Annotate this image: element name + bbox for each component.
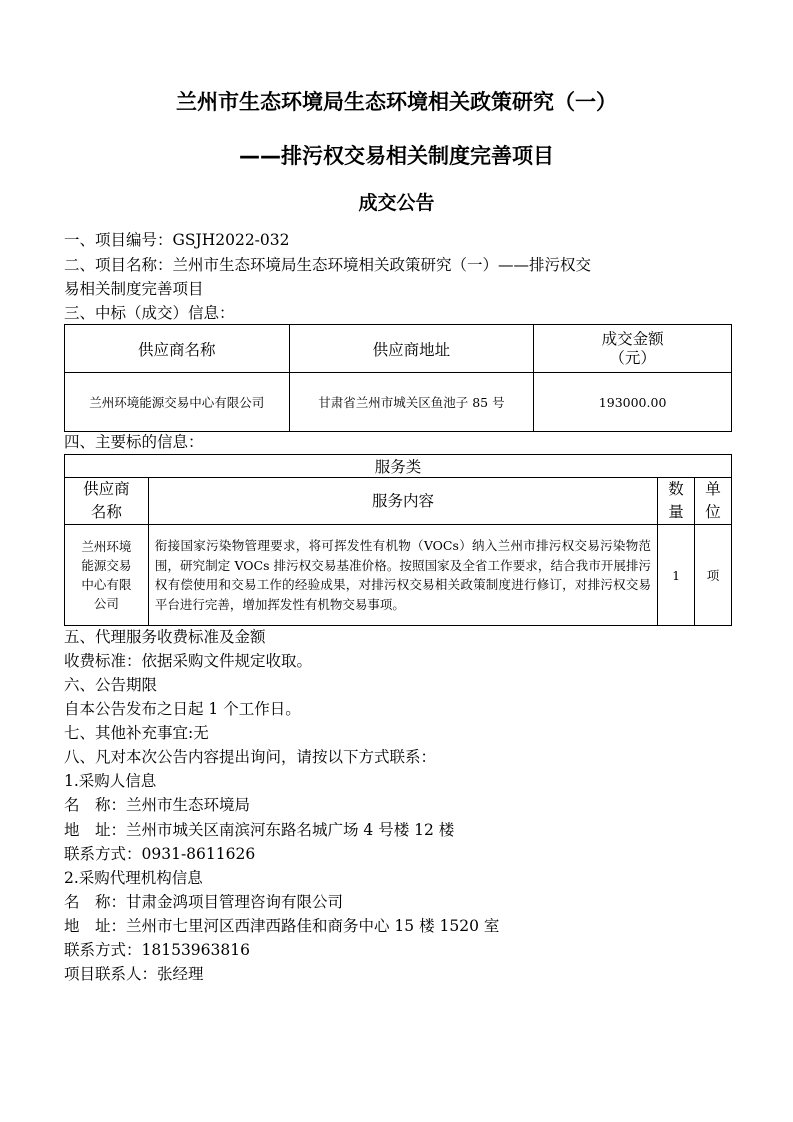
header-supplier-line2: 名称 (90, 503, 122, 521)
page-subtitle: 成交公告 (358, 192, 435, 214)
cell-unit: 项 (695, 525, 732, 626)
supplementary-matters: 七、其他补充事宜:无 (64, 724, 209, 742)
page-title-line2: ——排污权交易相关制度完善项目 (239, 144, 554, 168)
buyer-contact: 联系方式：0931-8611626 (64, 845, 256, 863)
header-amount-label: 成交金额 (601, 329, 664, 348)
agency-contact: 联系方式：18153963816 (64, 941, 250, 959)
cell-supplier-address: 甘肃省兰州市城关区鱼池子 85 号 (289, 373, 534, 432)
cell-supplier-line: 能源交易 (81, 558, 132, 573)
header-quantity-line1: 数 (668, 480, 684, 498)
header-quantity-line2: 量 (668, 503, 684, 521)
award-table (64, 324, 732, 432)
subject-info-heading: 四、主要标的信息： (64, 433, 204, 451)
buyer-name: 名 称：兰州市生态环境局 (64, 796, 251, 814)
header-amount (534, 325, 732, 373)
award-info-heading: 三、中标（成交）信息： (64, 304, 235, 322)
service-table (64, 454, 732, 626)
header-amount-unit: （元） (609, 348, 656, 367)
cell-supplier-line: 公司 (93, 596, 119, 611)
service-table-caption: 服务类 (65, 455, 732, 478)
cell-quantity: 1 (658, 525, 695, 626)
cell-supplier (65, 525, 149, 626)
cell-amount: 193000.00 (534, 373, 732, 432)
agency-address: 地 址：兰州市七里河区西津西路佳和商务中心 15 楼 1520 室 (64, 917, 500, 935)
header-supplier-address: 供应商地址 (289, 325, 534, 373)
award-table-header (65, 325, 732, 373)
fee-standard: 收费标准：依据采购文件规定收取。 (64, 652, 313, 670)
buyer-address: 地 址：兰州市城关区南滨河东路名城广场 4 号楼 12 楼 (64, 821, 455, 839)
project-contact-person: 项目联系人：张经理 (64, 965, 204, 983)
header-supplier (65, 478, 149, 525)
table-row (65, 525, 732, 626)
buyer-info-title: 1.采购人信息 (64, 772, 157, 790)
header-unit-line2: 位 (705, 503, 721, 521)
cell-supplier-line: 中心有限 (81, 577, 132, 592)
cell-service-content: 衔接国家污染物管理要求，将可挥发性有机物（VOCs）纳入兰州市排污权交易污染物范围，研究制定 VOCs 排污权交易基准价格。按照国家及全省工作要求，结合我市开展排污权有偿使用和交易工作的经验成果，对排污权交易相关政策制度进行修订，对排污权交易平台进行完善，增加挥发性有机物交易事项。 (148, 525, 657, 626)
header-supplier-line1: 供应商 (83, 480, 130, 498)
header-service-content: 服务内容 (148, 478, 657, 525)
cell-supplier-name: 兰州环境能源交易中心有限公司 (65, 373, 290, 432)
header-unit (695, 478, 732, 525)
header-supplier-name: 供应商名称 (65, 325, 290, 373)
agency-info-title: 2.采购代理机构信息 (64, 869, 203, 887)
project-number: 一、项目编号：GSJH2022-032 (64, 231, 290, 249)
header-unit-line1: 单 (705, 480, 721, 498)
project-name-line1: 二、项目名称：兰州市生态环境局生态环境相关政策研究（一）——排污权交 (64, 256, 592, 274)
service-table-header (65, 478, 732, 525)
fee-heading: 五、代理服务收费标准及金额 (64, 628, 266, 646)
contact-heading: 八、凡对本次公告内容提出询问，请按以下方式联系： (64, 748, 437, 766)
project-name-line2: 易相关制度完善项目 (64, 280, 204, 298)
period-detail: 自本公告发布之日起 1 个工作日。 (64, 700, 301, 718)
service-table-caption-row (65, 455, 732, 478)
agency-name: 名 称：甘肃金鸿项目管理咨询有限公司 (64, 893, 344, 911)
table-row (65, 373, 732, 432)
header-quantity (658, 478, 695, 525)
page-title-line1: 兰州市生态环境局生态环境相关政策研究（一） (176, 90, 617, 114)
period-heading: 六、公告期限 (64, 676, 158, 694)
cell-supplier-line: 兰州环境 (81, 539, 132, 554)
